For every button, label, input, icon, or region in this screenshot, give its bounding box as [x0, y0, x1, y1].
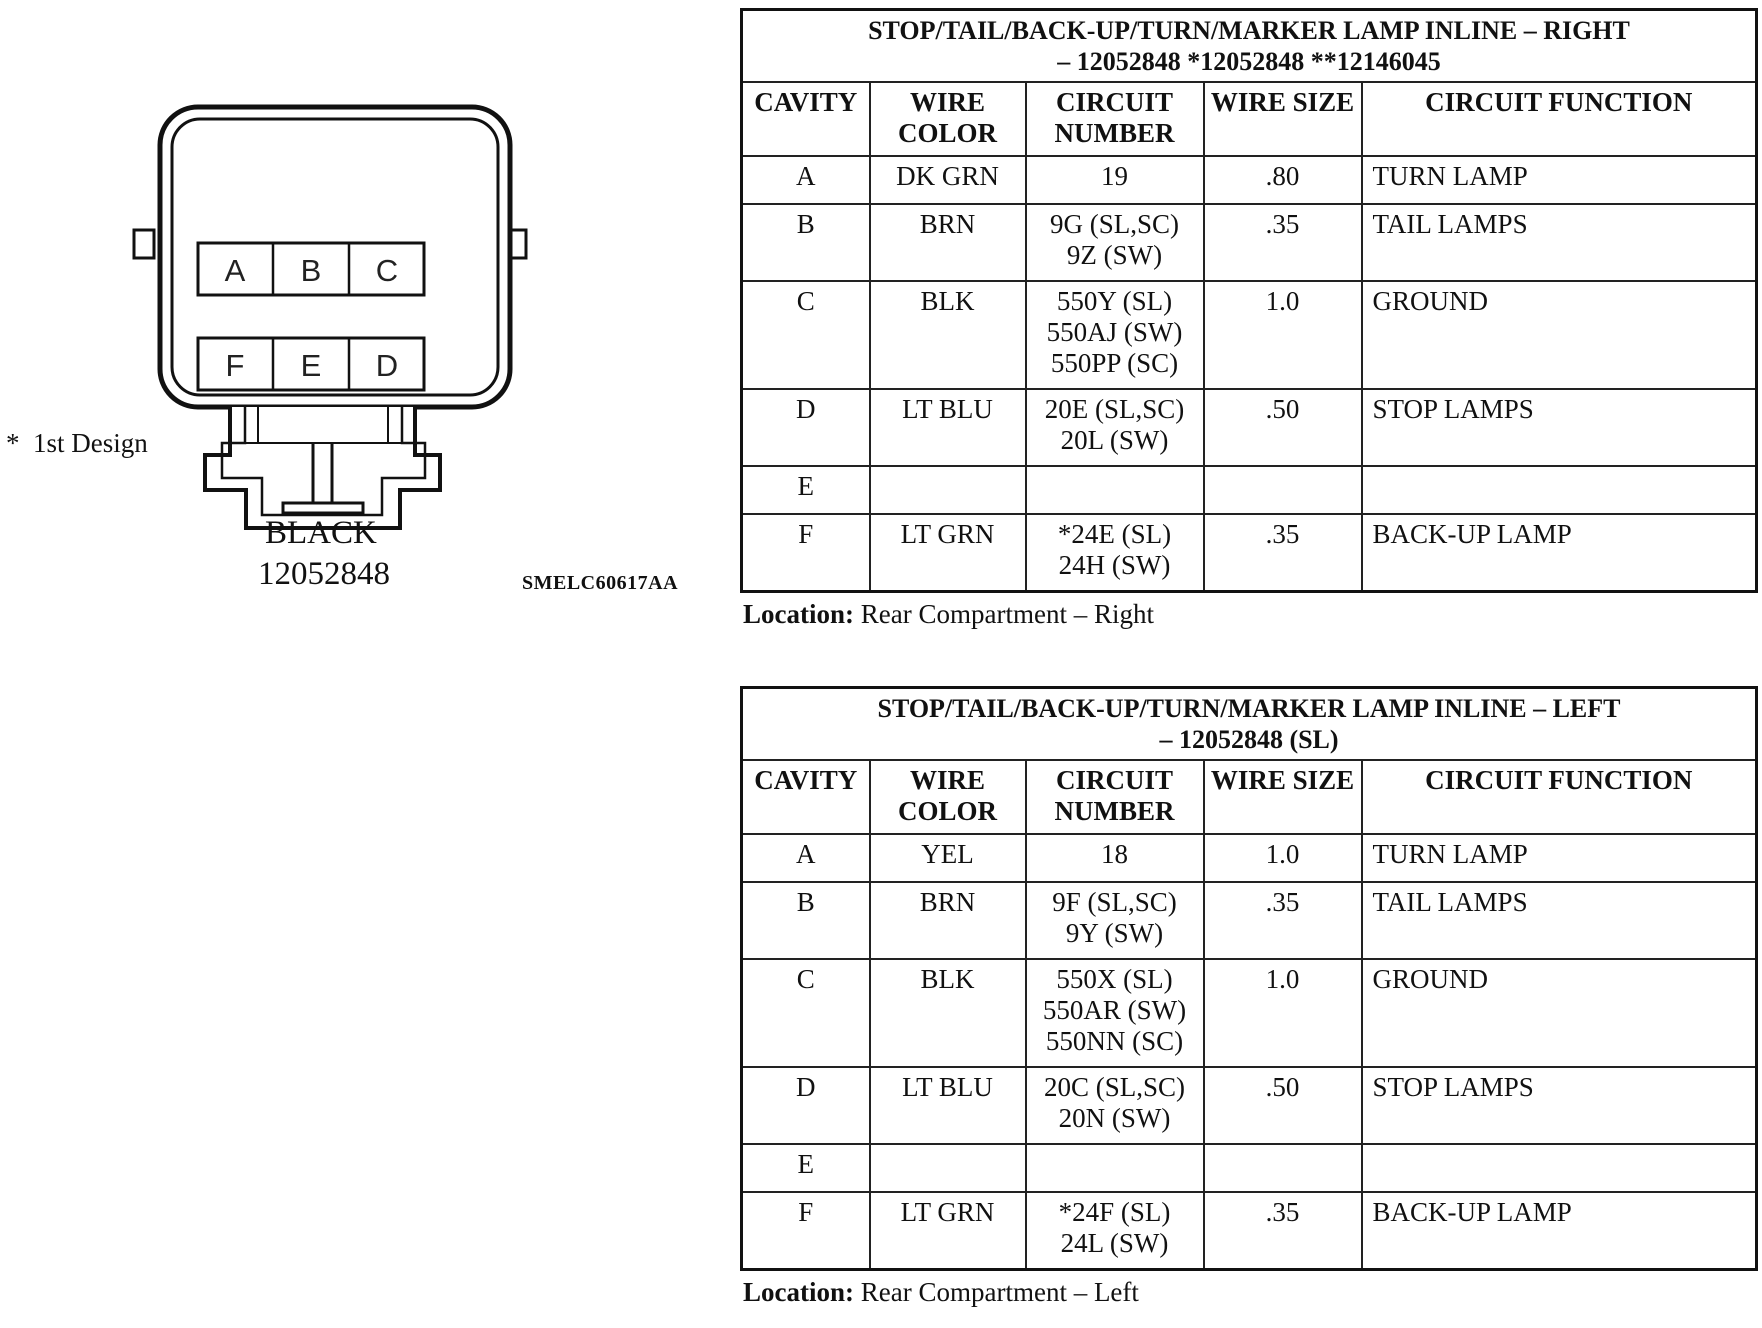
cell-circuit-number: 20E (SL,SC) 20L (SW) — [1026, 389, 1204, 466]
cell-wire-color: LT BLU — [870, 1067, 1026, 1144]
cell-cavity: A — [742, 156, 870, 204]
pinout-table-left — [740, 686, 1758, 1308]
table-row — [742, 1192, 1757, 1270]
table-row — [742, 281, 1757, 389]
cell-circuit-number: 20C (SL,SC) 20N (SW) — [1026, 1067, 1204, 1144]
figure-id: SMELC60617AA — [522, 572, 679, 594]
location-value: Rear Compartment – Left — [860, 1277, 1139, 1307]
table-row — [742, 959, 1757, 1067]
location-value: Rear Compartment – Right — [860, 599, 1154, 629]
pin-label-b: B — [300, 253, 322, 288]
pinout-table-right — [740, 8, 1758, 630]
pinout-table — [740, 8, 1758, 593]
cell-circuit-function: GROUND — [1362, 959, 1757, 1067]
col-header-circuit-number: CIRCUIT NUMBER — [1026, 82, 1204, 156]
col-header-wire-size: WIRE SIZE — [1204, 82, 1362, 156]
cell-circuit-number — [1026, 1144, 1204, 1192]
cell-cavity: D — [742, 1067, 870, 1144]
cell-circuit-function: TURN LAMP — [1362, 156, 1757, 204]
table-row — [742, 466, 1757, 514]
cell-wire-color: BRN — [870, 882, 1026, 959]
cell-circuit-function — [1362, 1144, 1757, 1192]
table-row — [742, 514, 1757, 592]
latch-slot — [283, 503, 363, 513]
table-row — [742, 204, 1757, 281]
cell-circuit-function: STOP LAMPS — [1362, 389, 1757, 466]
cell-wire-size: .35 — [1204, 514, 1362, 592]
location-label: Location: — [743, 599, 854, 629]
location-note — [740, 599, 1758, 630]
cell-circuit-function: TURN LAMP — [1362, 834, 1757, 882]
cell-wire-size: .50 — [1204, 389, 1362, 466]
cell-wire-color: YEL — [870, 834, 1026, 882]
cell-wire-size — [1204, 466, 1362, 514]
cell-cavity: F — [742, 514, 870, 592]
location-label: Location: — [743, 1277, 854, 1307]
col-header-circuit-function: CIRCUIT FUNCTION — [1362, 82, 1757, 156]
cell-wire-size: 1.0 — [1204, 834, 1362, 882]
cell-circuit-number: 19 — [1026, 156, 1204, 204]
cell-wire-color — [870, 466, 1026, 514]
table-row — [742, 1144, 1757, 1192]
pin-label-c: C — [375, 253, 399, 288]
cell-wire-color: LT GRN — [870, 514, 1026, 592]
cell-wire-color: BLK — [870, 281, 1026, 389]
cell-wire-color — [870, 1144, 1026, 1192]
cell-cavity: B — [742, 882, 870, 959]
cell-circuit-number — [1026, 466, 1204, 514]
connector-diagram — [0, 0, 700, 640]
pin-label-d: D — [375, 348, 399, 383]
cell-circuit-function: TAIL LAMPS — [1362, 882, 1757, 959]
cell-circuit-number: *24E (SL) 24H (SW) — [1026, 514, 1204, 592]
footnote-first-design: * 1st Design — [6, 428, 148, 458]
col-header-circuit-number: CIRCUIT NUMBER — [1026, 760, 1204, 834]
cell-cavity: C — [742, 959, 870, 1067]
cell-circuit-function: STOP LAMPS — [1362, 1067, 1757, 1144]
pin-label-a: A — [224, 253, 246, 288]
cell-wire-color: BRN — [870, 204, 1026, 281]
cell-circuit-number: 550Y (SL) 550AJ (SW) 550PP (SC) — [1026, 281, 1204, 389]
cell-circuit-number: 550X (SL) 550AR (SW) 550NN (SC) — [1026, 959, 1204, 1067]
cell-wire-size: .35 — [1204, 882, 1362, 959]
pin-label-f: F — [225, 348, 245, 383]
cell-wire-color: LT BLU — [870, 389, 1026, 466]
cell-wire-size: .35 — [1204, 204, 1362, 281]
table-title: STOP/TAIL/BACK-UP/TURN/MARKER LAMP INLINE – RIGHT – 12052848 *12052848 **12146045 — [742, 10, 1757, 83]
cell-cavity: B — [742, 204, 870, 281]
col-header-cavity: CAVITY — [742, 760, 870, 834]
cell-circuit-function: TAIL LAMPS — [1362, 204, 1757, 281]
pin-label-e: E — [300, 348, 322, 383]
cell-circuit-number: 9F (SL,SC) 9Y (SW) — [1026, 882, 1204, 959]
cell-cavity: F — [742, 1192, 870, 1270]
connector-face-drawing — [110, 95, 570, 525]
cell-cavity: E — [742, 1144, 870, 1192]
cell-wire-size: .50 — [1204, 1067, 1362, 1144]
table-title: STOP/TAIL/BACK-UP/TURN/MARKER LAMP INLINE – LEFT – 12052848 (SL) — [742, 688, 1757, 761]
cell-cavity: E — [742, 466, 870, 514]
cell-circuit-function: BACK-UP LAMP — [1362, 1192, 1757, 1270]
cell-wire-color: LT GRN — [870, 1192, 1026, 1270]
connector-color: BLACK — [265, 515, 377, 551]
cell-wire-color: BLK — [870, 959, 1026, 1067]
col-header-cavity: CAVITY — [742, 82, 870, 156]
cell-wire-size: 1.0 — [1204, 959, 1362, 1067]
cell-cavity: A — [742, 834, 870, 882]
cell-circuit-number: *24F (SL) 24L (SW) — [1026, 1192, 1204, 1270]
left-latch-tab — [134, 230, 154, 258]
pinout-table — [740, 686, 1758, 1271]
cell-cavity: C — [742, 281, 870, 389]
cell-circuit-function — [1362, 466, 1757, 514]
cell-wire-size — [1204, 1144, 1362, 1192]
table-row — [742, 389, 1757, 466]
table-row — [742, 834, 1757, 882]
cell-wire-size: .80 — [1204, 156, 1362, 204]
cell-wire-color: DK GRN — [870, 156, 1026, 204]
col-header-wire-color: WIRE COLOR — [870, 82, 1026, 156]
col-header-circuit-function: CIRCUIT FUNCTION — [1362, 760, 1757, 834]
location-note — [740, 1277, 1758, 1308]
cell-circuit-function: GROUND — [1362, 281, 1757, 389]
table-row — [742, 1067, 1757, 1144]
cell-circuit-function: BACK-UP LAMP — [1362, 514, 1757, 592]
connector-part-number: 12052848 — [258, 556, 390, 592]
cell-wire-size: .35 — [1204, 1192, 1362, 1270]
cell-circuit-number: 9G (SL,SC) 9Z (SW) — [1026, 204, 1204, 281]
table-row — [742, 882, 1757, 959]
table-row — [742, 156, 1757, 204]
cell-circuit-number: 18 — [1026, 834, 1204, 882]
cell-cavity: D — [742, 389, 870, 466]
col-header-wire-color: WIRE COLOR — [870, 760, 1026, 834]
cell-wire-size: 1.0 — [1204, 281, 1362, 389]
col-header-wire-size: WIRE SIZE — [1204, 760, 1362, 834]
